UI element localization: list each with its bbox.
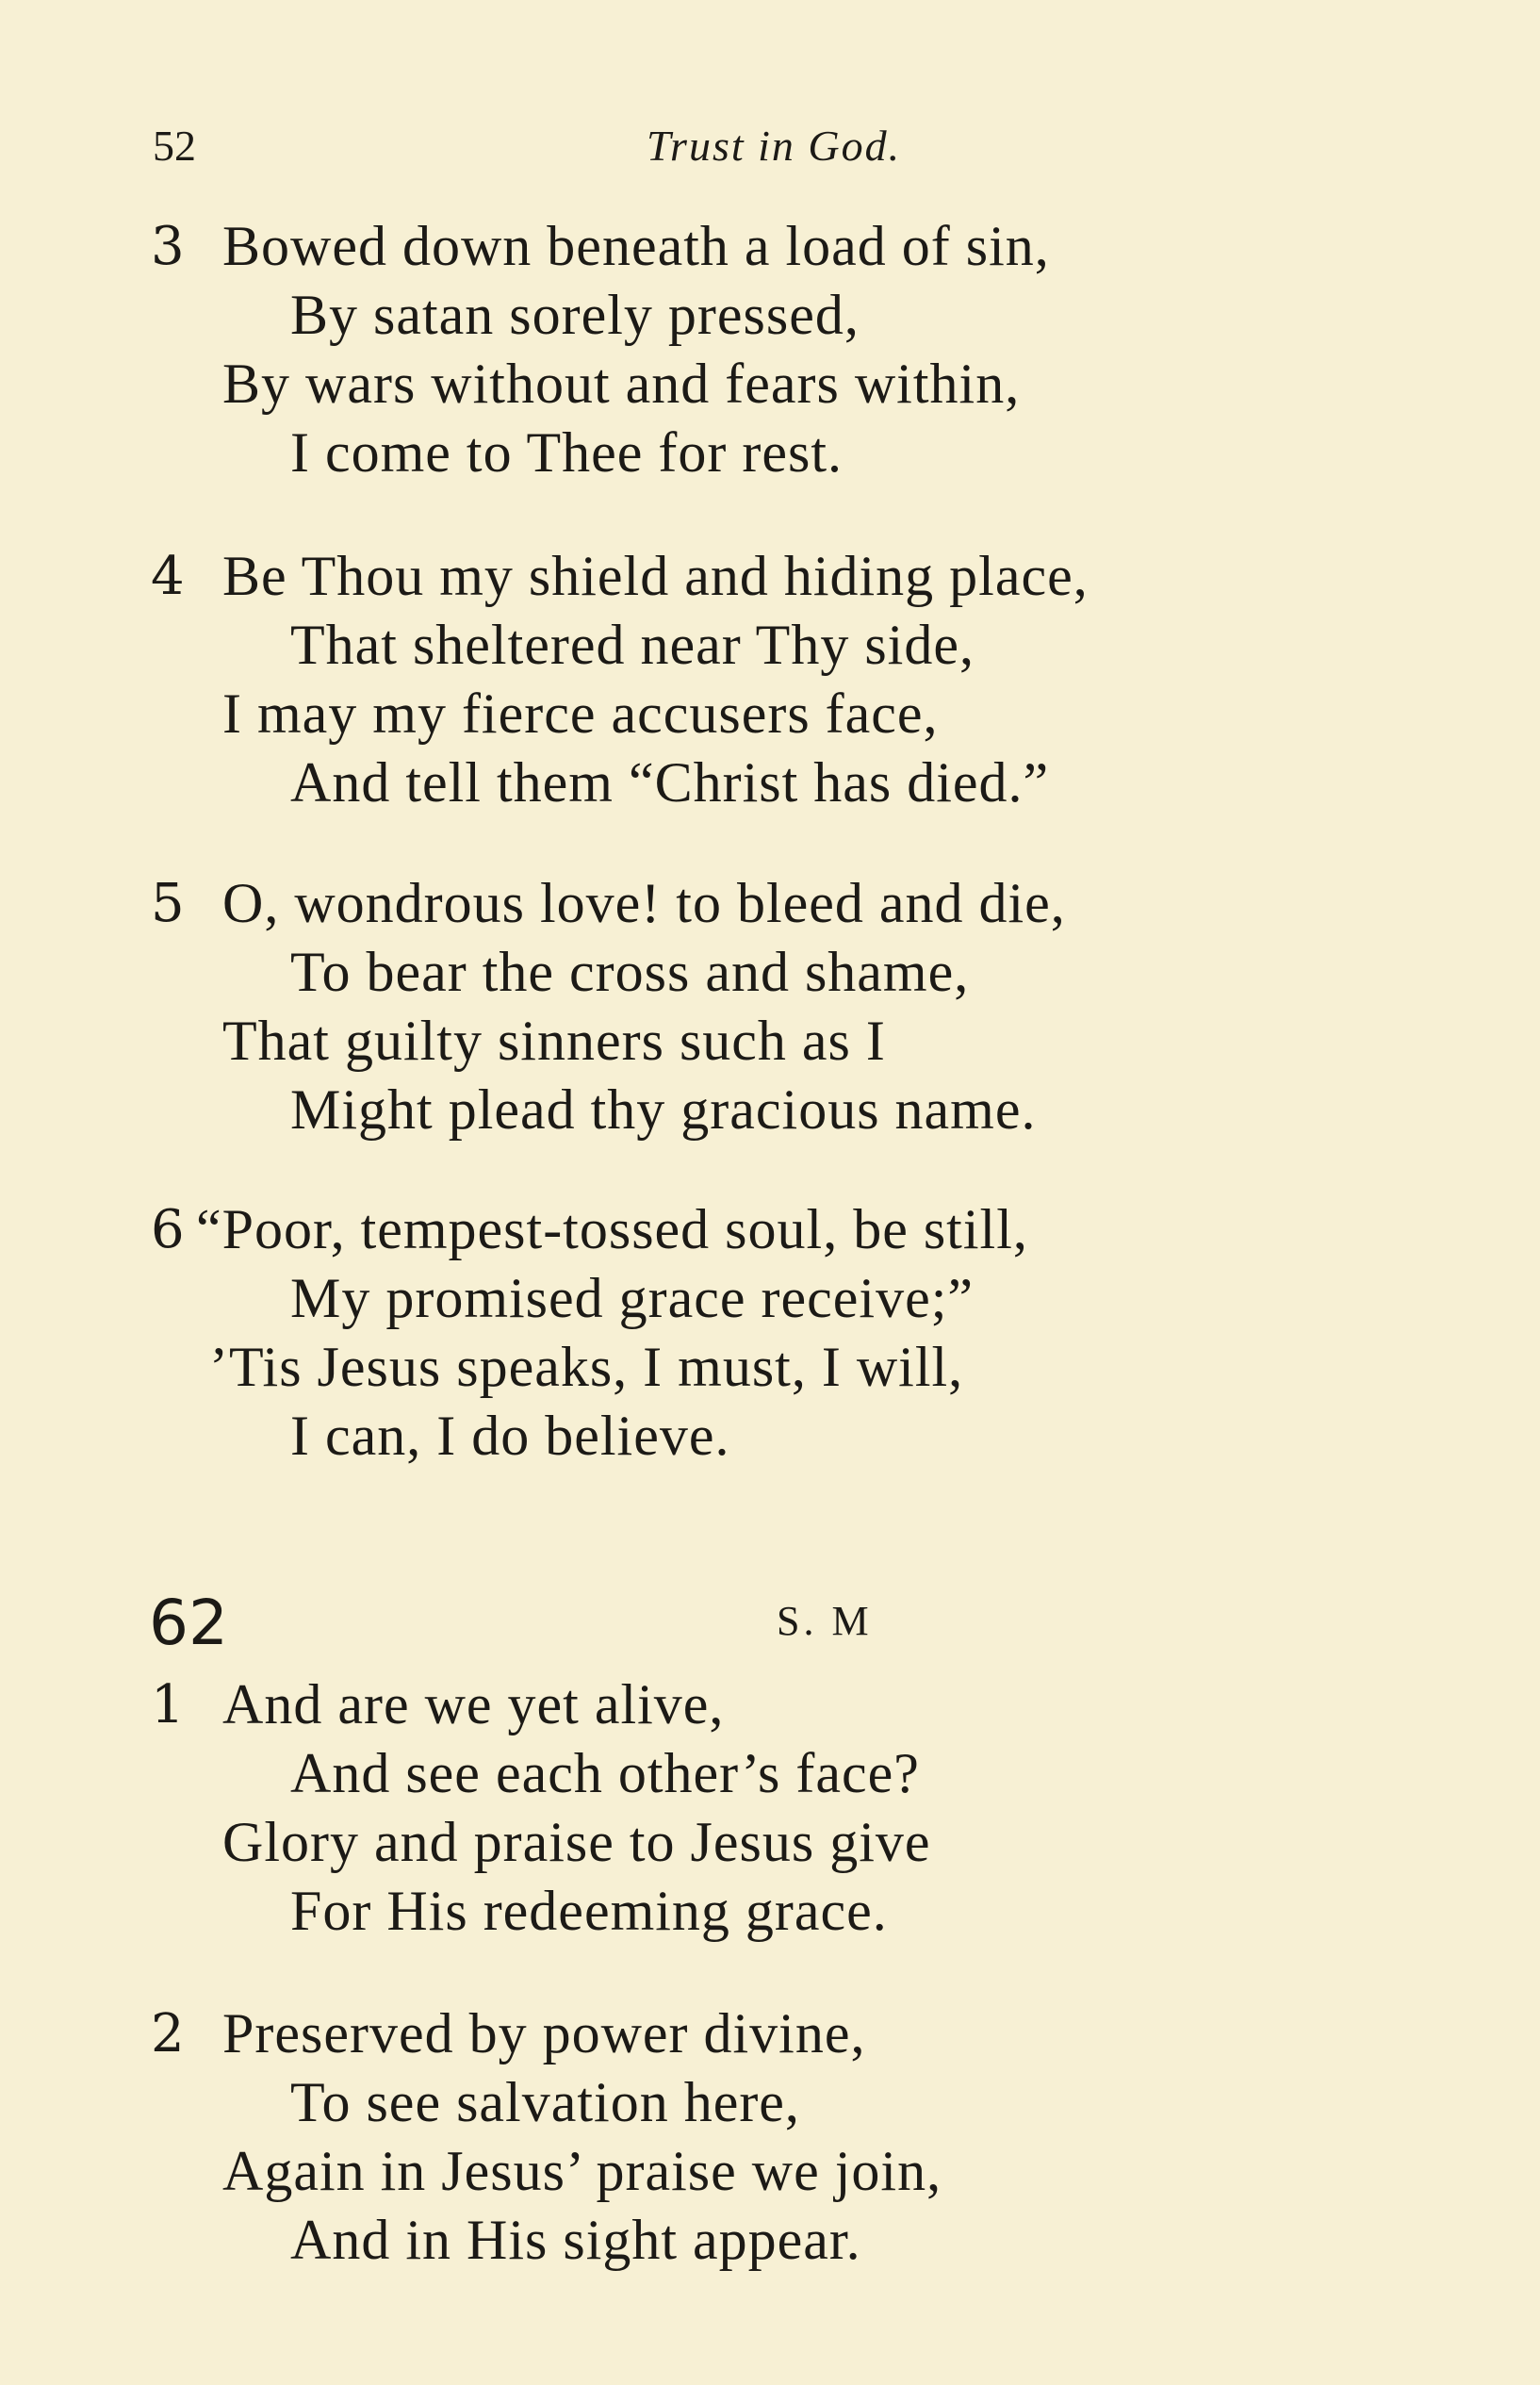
running-title: Trust in God. xyxy=(647,122,902,170)
verse-line: And are we yet alive, xyxy=(222,1673,725,1735)
verse-line: “Poor, tempest-tossed soul, be still, xyxy=(196,1198,1028,1260)
verse-line: By wars without and fears within, xyxy=(222,353,1021,415)
verse-line: My promised grace receive;” xyxy=(290,1267,974,1329)
stanza-number: 4 xyxy=(151,546,185,607)
verse-line: That sheltered near Thy side, xyxy=(290,614,975,676)
verse-line: Bowed down beneath a load of sin, xyxy=(222,215,1050,277)
verse-line: Preserved by power divine, xyxy=(222,2002,866,2064)
verse-line: For His redeeming grace. xyxy=(290,1880,888,1942)
verse-line: To bear the cross and shame, xyxy=(290,941,970,1003)
verse-line: I may my fierce accusers face, xyxy=(222,683,939,745)
stanza-number: 6 xyxy=(151,1199,185,1260)
verse-line: I come to Thee for rest. xyxy=(290,421,844,484)
verse-line: That guilty sinners such as I xyxy=(222,1010,886,1072)
verse-line: And tell them “Christ has died.” xyxy=(290,751,1050,814)
verse-line: By satan sorely pressed, xyxy=(290,284,860,346)
verse-line: ’Tis Jesus speaks, I must, I will, xyxy=(209,1336,964,1398)
verse-line: Be Thou my shield and hiding place, xyxy=(222,545,1089,607)
verse-line: O, wondrous love! to bleed and die, xyxy=(222,872,1066,934)
stanza-number: 2 xyxy=(151,2003,185,2064)
verse-line: And see each other’s face? xyxy=(290,1742,920,1804)
verse-line: Glory and praise to Jesus give xyxy=(222,1811,931,1873)
hymn-number: 62 xyxy=(149,1587,228,1659)
hymn-meter: S. M xyxy=(777,1598,873,1644)
verse-line: To see salvation here, xyxy=(290,2071,800,2133)
stanza-number: 3 xyxy=(151,216,185,277)
verse-line: And in His sight appear. xyxy=(290,2209,861,2271)
verse-line: I can, I do believe. xyxy=(290,1405,730,1467)
stanza-number: 5 xyxy=(151,873,185,934)
verse-line: Again in Jesus’ praise we join, xyxy=(222,2140,942,2202)
page-number: 52 xyxy=(153,122,196,170)
stanza-number: 1 xyxy=(151,1674,185,1735)
verse-line: Might plead thy gracious name. xyxy=(290,1078,1037,1141)
